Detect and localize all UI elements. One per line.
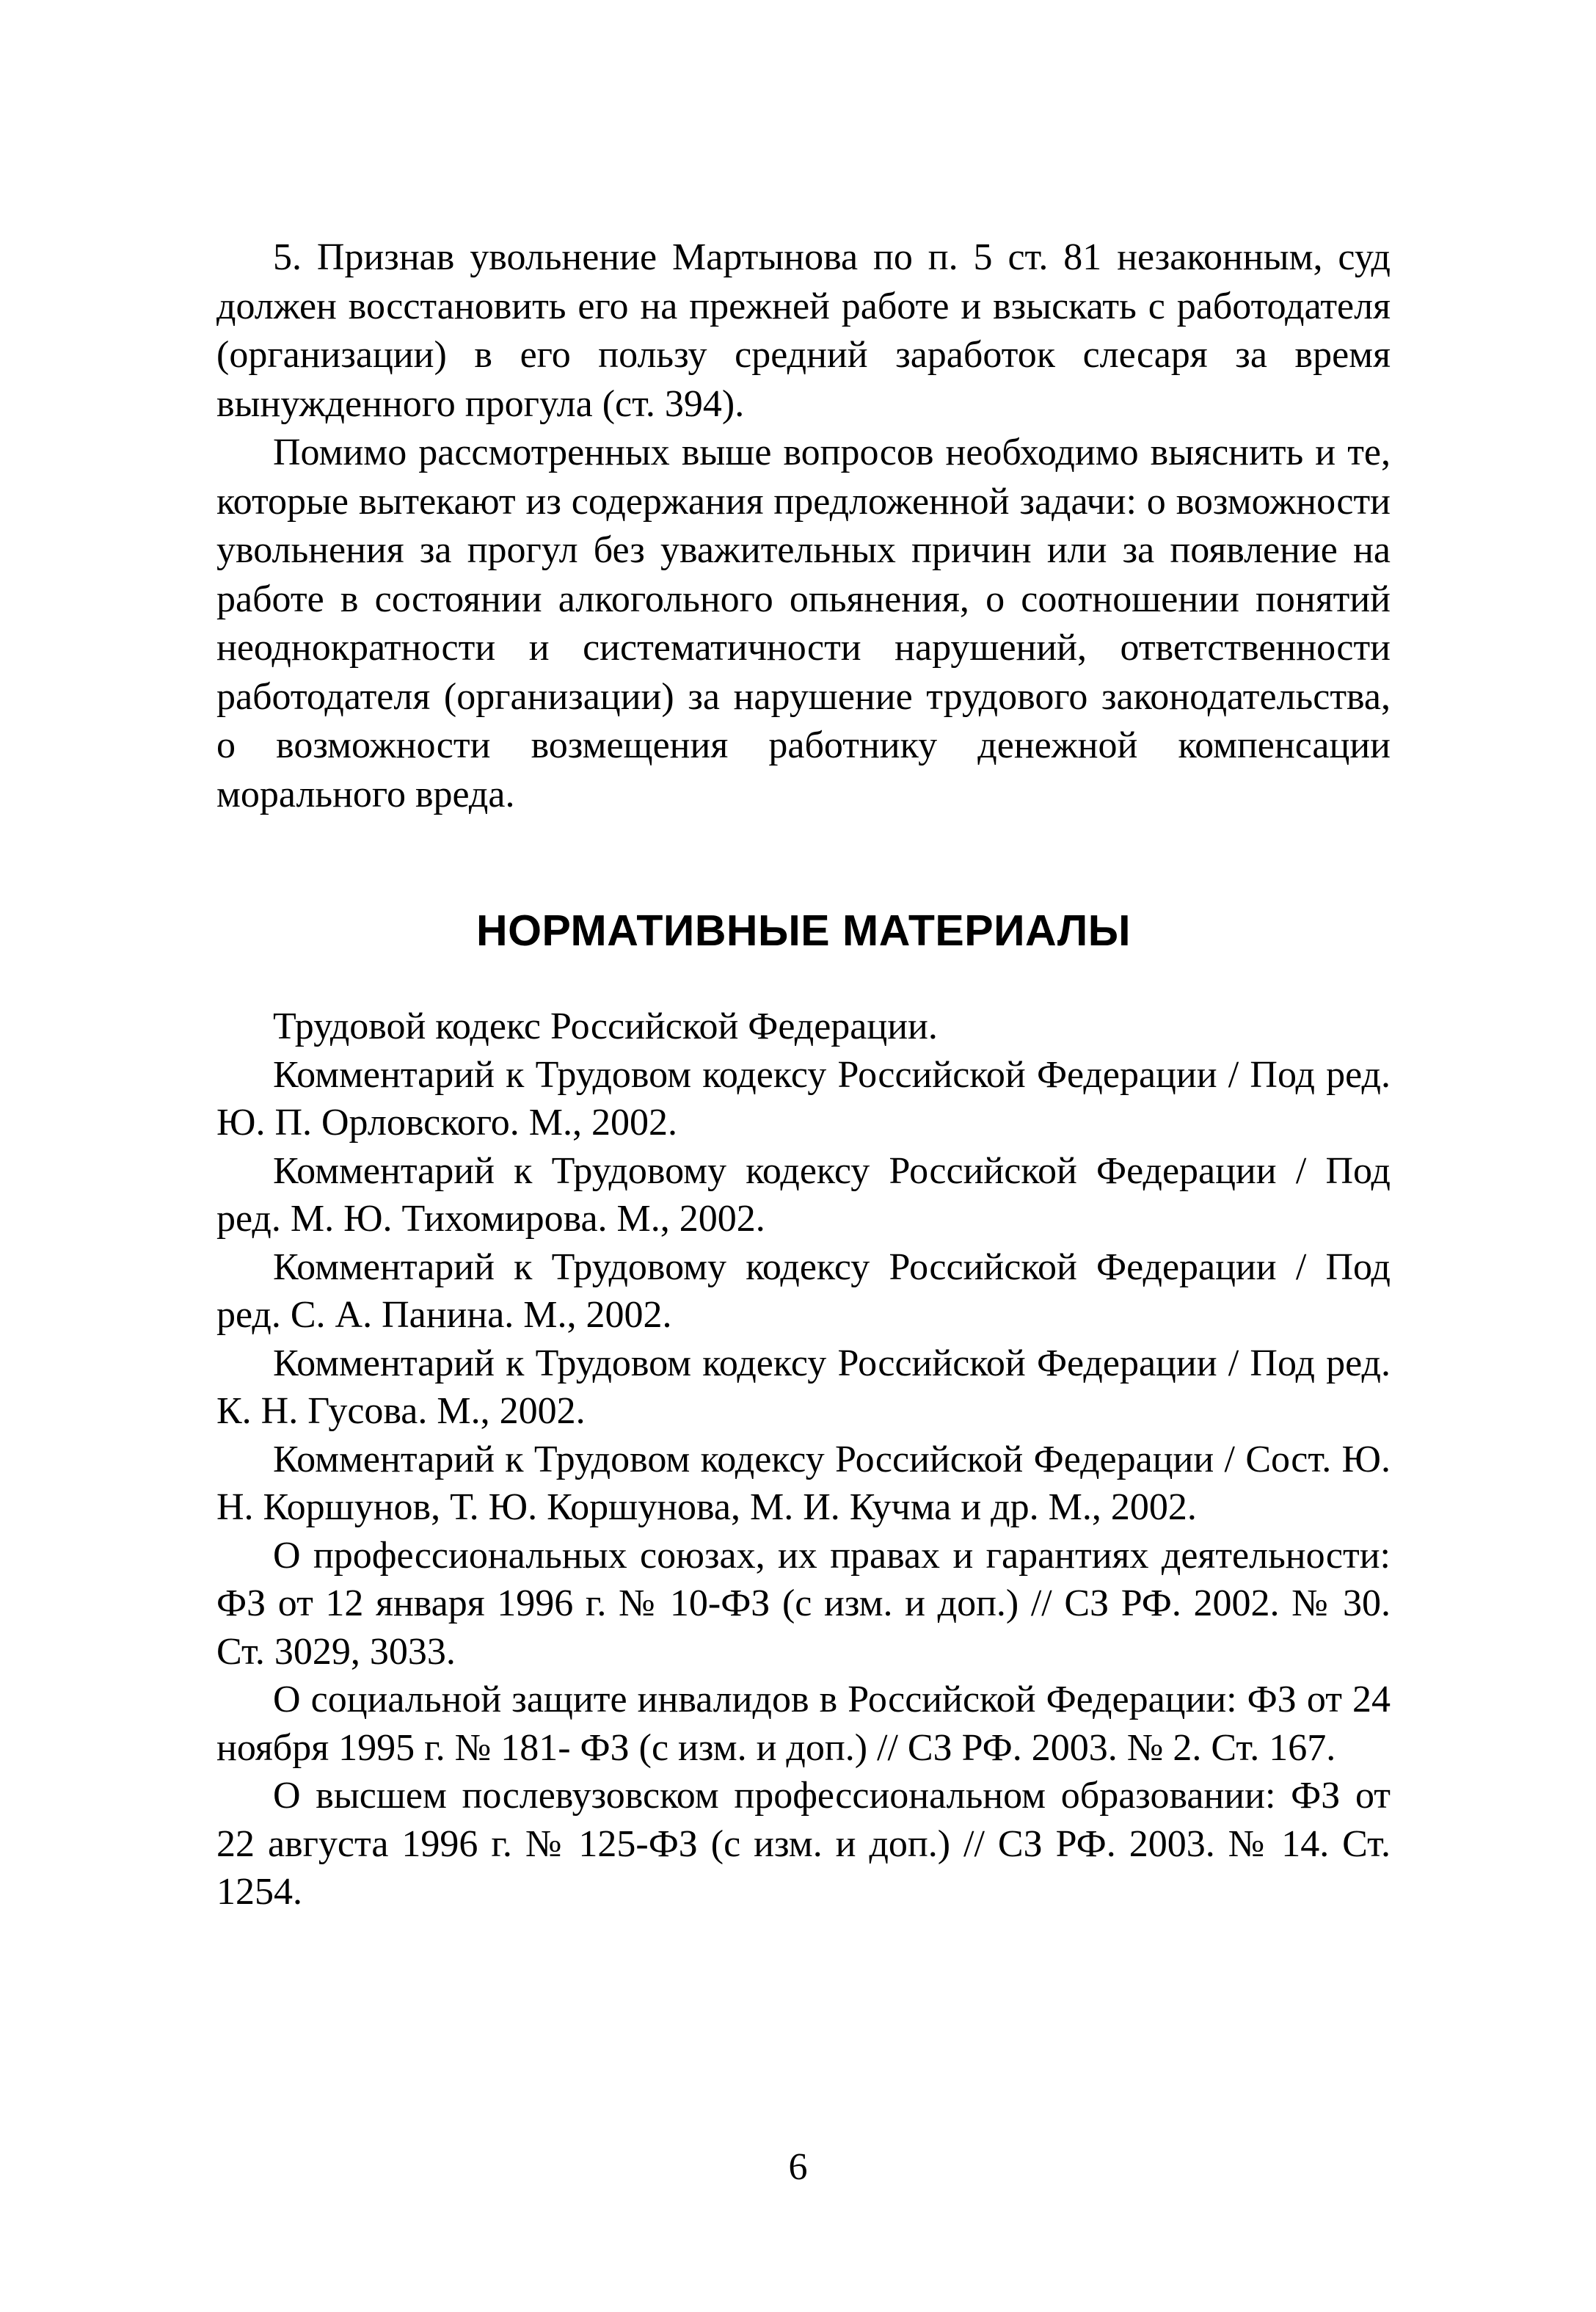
reference-item-5: Комментарий к Трудовом кодексу Российской Федерации / Под ред. К. Н. Гусова. М., 2002. [216, 1342, 1391, 1432]
section-heading: НОРМАТИВНЫЕ МАТЕРИАЛЫ [475, 906, 1131, 955]
reference-item-8: О социальной защите инвалидов в Российской Федерации: ФЗ от 24 ноября 1995 г. № 181- ФЗ (с изм. и доп.) // СЗ РФ. 2003. № 2. Ст. 167. [216, 1679, 1391, 1769]
references-list [216, 1003, 1391, 1916]
reference-item-3: Комментарий к Трудовому кодексу Российской Федерации / Под ред. М. Ю. Тихомирова. М., 2002. [216, 1149, 1391, 1240]
reference-item-7: О профессиональных союзах, их правах и гарантиях деятельности: ФЗ от 12 января 1996 г. № 10-ФЗ (с изм. и доп.) // СЗ РФ. 2002. № 30. Ст. 3029, 3033. [216, 1534, 1391, 1673]
reference-item-9: О высшем послевузовском профессиональном образовании: ФЗ от 22 августа 1996 г. № 125-ФЗ (с изм. и доп.) // СЗ РФ. 2003. № 14. Ст. 1254. [216, 1775, 1391, 1913]
page-content [216, 233, 1391, 1916]
reference-item-6: Комментарий к Трудовом кодексу Российской Федерации / Сост. Ю. Н. Коршунов, Т. Ю. Коршунова, М. И. Кучма и др. М., 2002. [216, 1438, 1391, 1528]
body-paragraph-2: Помимо рассмотренных выше вопросов необходимо выяснить и те, которые вытекают из содержания предложенной задачи: о возможности увольнения за прогул без уважительных причин или за появление на работе в состоянии алкогольного опьянения, о соотношении понятий неоднократности и систематичности нарушений, ответственности работодателя (организации) за нарушение трудового законодательства, о возможности возмещения работнику денежной компенсации морального вреда. [216, 432, 1391, 815]
body-paragraph-1: 5. Признав увольнение Мартынова по п. 5 ст. 81 незаконным, суд должен восстановить его на прежней работе и взыскать с работодателя (организации) в его пользу средний заработок слесаря за время вынужденного прогула (ст. 394). [216, 236, 1391, 425]
reference-item-1: Трудовой кодекс Российской Федерации. [273, 1006, 938, 1047]
page-number: 6 [788, 2146, 808, 2188]
reference-item-4: Комментарий к Трудовому кодексу Российской Федерации / Под ред. С. А. Панина. М., 2002. [216, 1246, 1391, 1336]
reference-item-2: Комментарий к Трудовом кодексу Российской Федерации / Под ред. Ю. П. Орловского. М., 2002. [216, 1053, 1391, 1144]
